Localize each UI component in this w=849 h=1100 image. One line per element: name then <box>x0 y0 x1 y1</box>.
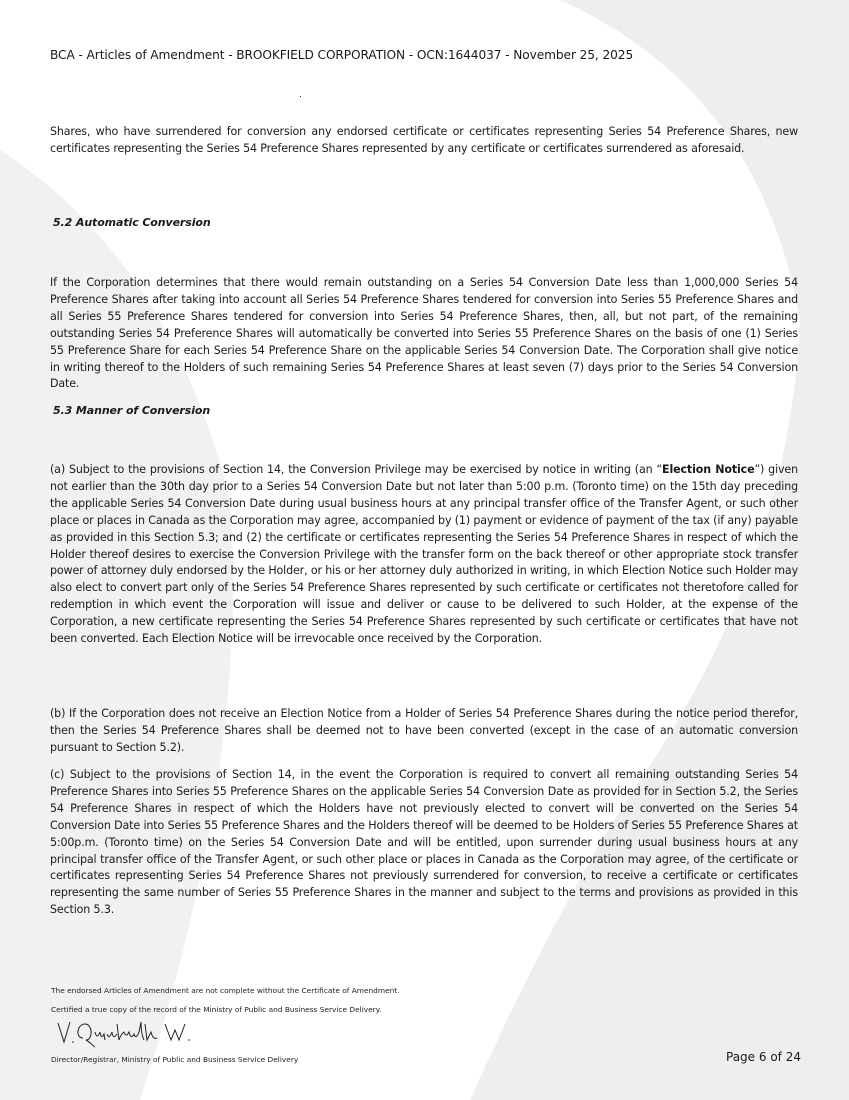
section-5-3-heading: 5.3 Manner of Conversion <box>53 404 211 417</box>
election-notice-term: Election Notice <box>662 463 755 476</box>
paragraph-a-rest: ”) given not earlier than the 30th day prior to a Series 54 Conversion Date but not later than 5:00 p.m. (Toronto time) on the 15th day preceding the applicable Series 54 Conversion Date during usual business hours at any principal transfer office of the Transfer Agent, or such other place or places in Canada as the Corporation may agree, accompanied by (1) payment or evidence of payment of the tax (if any) payable as provided in this Section 5.3; and (2) the certificate or certificates representing the Series 54 Preference Shares in respect of which the Holder thereof desires to exercise the Conversion Privilege with the transfer form on the back thereof or other appropriate stock transfer power of attorney duly endorsed by the Holder, or his or her attorney duly authorized in writing, in which Election Notice such Holder may also elect to convert part only of the Series 54 Preference Shares represented by such certificate or certificates not theretofore called for redemption in which event the Corporation will issue and deliver or cause to be delivered to such Holder, at the expense of the Corporation, a new certificate representing the Series 54 Preference Shares represented by such certificate or certificates that have not been converted. Each Election Notice will be irrevocable once received by the Corporation. <box>50 463 798 646</box>
paragraph-b: (b) If the Corporation does not receive an Election Notice from a Holder of Series 54 Preference Shares during the notice period therefor, then the Series 54 Preference Shares shall be deemed not to have been converted (except in the case of an automatic conversion pursuant to Section 5.2). <box>50 707 798 754</box>
footer-note-amendment: The endorsed Articles of Amendment are not complete without the Certificate of Amendment. <box>51 986 400 995</box>
registrar-signature <box>55 1018 205 1050</box>
section-5-2-paragraph: If the Corporation determines that there would remain outstanding on a Series 54 Conversion Date less than 1,000,000 Series 54 Preference Shares after taking into account all Series 54 Preference Shares tendered for conversion into Series 55 Preference Shares and all Series 55 Preference Shares tendered for conversion into Series 54 Preference Shares, then, all, but not part, of the remaining outstanding Series 54 Preference Shares will automatically be converted into Series 55 Preference Shares on the basis of one (1) Series 55 Preference Share for each Series 54 Preference Share on the applicable Series 54 Conversion Date. The Corporation shall give notice in writing thereof to the Holders of such remaining Series 54 Preference Shares at least seven (7) days prior to the Series 54 Conversion Date. <box>50 276 798 391</box>
paragraph-c: (c) Subject to the provisions of Section 14, in the event the Corporation is required to convert all remaining outstanding Series 54 Preference Shares into Series 55 Preference Shares on the applicable Series 54 Conversion Date as provided for in Section 5.2, the Series 54 Preference Shares in respect of which the Holders have not previously elected to convert will be converted on the Series 54 Conversion Date into Series 55 Preference Shares and the Holders thereof will be deemed to be Holders of Series 55 Preference Shares at 5:00p.m. (Toronto time) on the Series 54 Conversion Date and will be entitled, upon surrender during usual business hours at any principal transfer office of the Transfer Agent, or such other place or places in Canada as the Corporation may agree, of the certificate or certificates representing Series 54 Preference Shares not previously surrendered for conversion, to receive a certificate or certificates representing the same number of Series 55 Preference Shares in the manner and subject to the terms and provisions as provided in this Section 5.3. <box>50 768 798 917</box>
paragraph-a-prefix: (a) Subject to the provisions of Section 14, the Conversion Privilege may be exercised by notice in writing (an “ <box>50 463 663 476</box>
intro-paragraph: Shares, who have surrendered for conversion any endorsed certificate or certificates representing Series 54 Preference Shares, new certificates representing the Series 54 Preference Shares represented by any certificate or certificates surrendered as aforesaid. <box>50 125 798 155</box>
paragraph-a <box>50 462 798 648</box>
footer-note-certified: Certified a true copy of the record of the Ministry of Public and Business Service Delivery. <box>51 1005 382 1014</box>
stray-dot <box>300 96 301 97</box>
footer-registrar: Director/Registrar, Ministry of Public and Business Service Delivery <box>51 1055 299 1064</box>
section-5-2-heading: 5.2 Automatic Conversion <box>53 216 211 229</box>
page-number: Page 6 of 24 <box>726 1050 801 1064</box>
document-header: BCA - Articles of Amendment - BROOKFIELD CORPORATION - OCN:1644037 - November 25, 2025 <box>50 48 634 62</box>
